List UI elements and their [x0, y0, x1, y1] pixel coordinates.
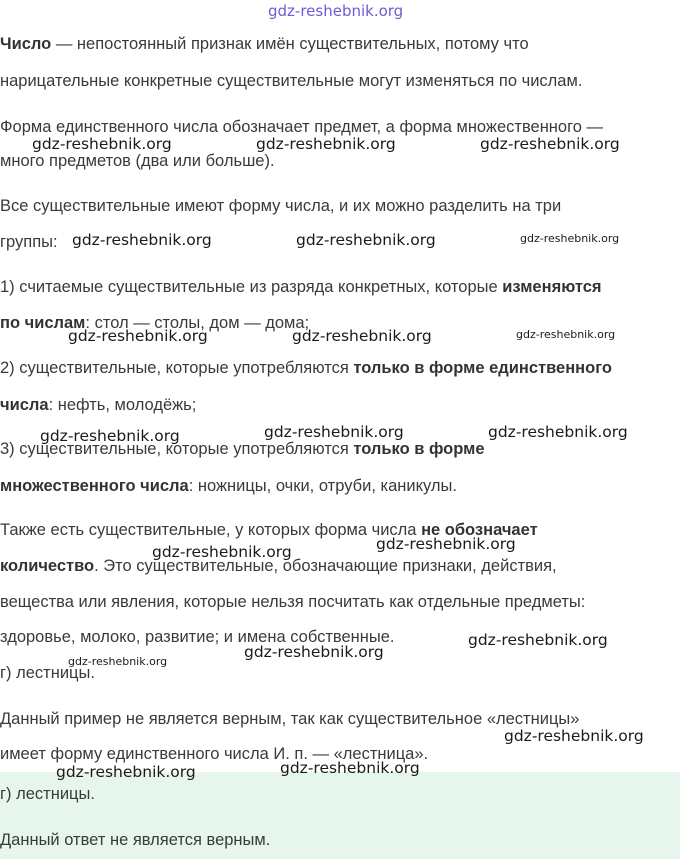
watermark: gdz-reshebnik.org [504, 727, 644, 745]
paragraph-line: здоровье, молоко, развитие; и имена собственные. [0, 628, 395, 646]
paragraph-line: группы: [0, 233, 58, 251]
paragraph-line: нарицательные конкретные существительные могут изменяться по числам. [0, 72, 583, 90]
watermark: gdz-reshebnik.org [32, 135, 172, 153]
watermark: gdz-reshebnik.org [488, 423, 628, 441]
watermark: gdz-reshebnik.org [68, 327, 208, 345]
explanation-line: имеет форму единственного числа И. п. — «лестница». [0, 745, 429, 763]
watermark: gdz-reshebnik.org [280, 759, 420, 777]
paragraph-line: количество. Это существительные, обозначающие признаки, действия, [0, 557, 557, 575]
list-item-line: 1) считаемые существительные из разряда конкретных, которые изменяются [0, 278, 602, 296]
watermark: gdz-reshebnik.org [244, 643, 384, 661]
list-item-line: 2) существительные, которые употребляются только в форме единственного [0, 359, 612, 377]
watermark: gdz-reshebnik.org [72, 231, 212, 249]
watermark: gdz-reshebnik.org [376, 535, 516, 553]
answer-verdict: Данный ответ не является верным. [0, 831, 271, 849]
watermark: gdz-reshebnik.org [264, 423, 404, 441]
answer-option: г) лестницы. [0, 785, 95, 803]
watermark: gdz-reshebnik.org [56, 763, 196, 781]
watermark: gdz-reshebnik.org [480, 135, 620, 153]
list-item-line: 3) существительные, которые употребляются только в форме [0, 440, 485, 458]
paragraph-line: Число — непостоянный признак имён существительных, потому что [0, 35, 529, 53]
watermark: gdz-reshebnik.org [256, 135, 396, 153]
watermark: gdz-reshebnik.org [40, 427, 180, 445]
list-item-line: по числам: стол — столы, дом — дома; [0, 314, 310, 332]
paragraph-line: Также есть существительные, у которых форма числа не обозначает [0, 521, 538, 539]
list-item-line: числа: нефть, молодёжь; [0, 396, 197, 414]
option-label: г) лестницы. [0, 664, 95, 682]
watermark: gdz-reshebnik.org [296, 231, 436, 249]
watermark: gdz-reshebnik.org [292, 327, 432, 345]
watermark: gdz-reshebnik.org [268, 2, 404, 20]
watermark: gdz-reshebnik.org [516, 328, 616, 341]
paragraph-line: много предметов (два или больше). [0, 152, 275, 170]
paragraph-line: Все существительные имеют форму числа, и их можно разделить на три [0, 197, 562, 215]
term-bold: Число [0, 35, 52, 53]
paragraph-line: Форма единственного числа обозначает предмет, а форма множественного — [0, 118, 604, 136]
paragraph-line: вещества или явления, которые нельзя посчитать как отдельные предметы: [0, 593, 586, 611]
watermark: gdz-reshebnik.org [68, 655, 168, 668]
list-item-line: множественного числа: ножницы, очки, отруби, каникулы. [0, 477, 457, 495]
watermark: gdz-reshebnik.org [520, 232, 620, 245]
watermark: gdz-reshebnik.org [468, 631, 608, 649]
explanation-line: Данный пример не является верным, так как существительное «лестницы» [0, 710, 580, 728]
watermark: gdz-reshebnik.org [152, 543, 292, 561]
